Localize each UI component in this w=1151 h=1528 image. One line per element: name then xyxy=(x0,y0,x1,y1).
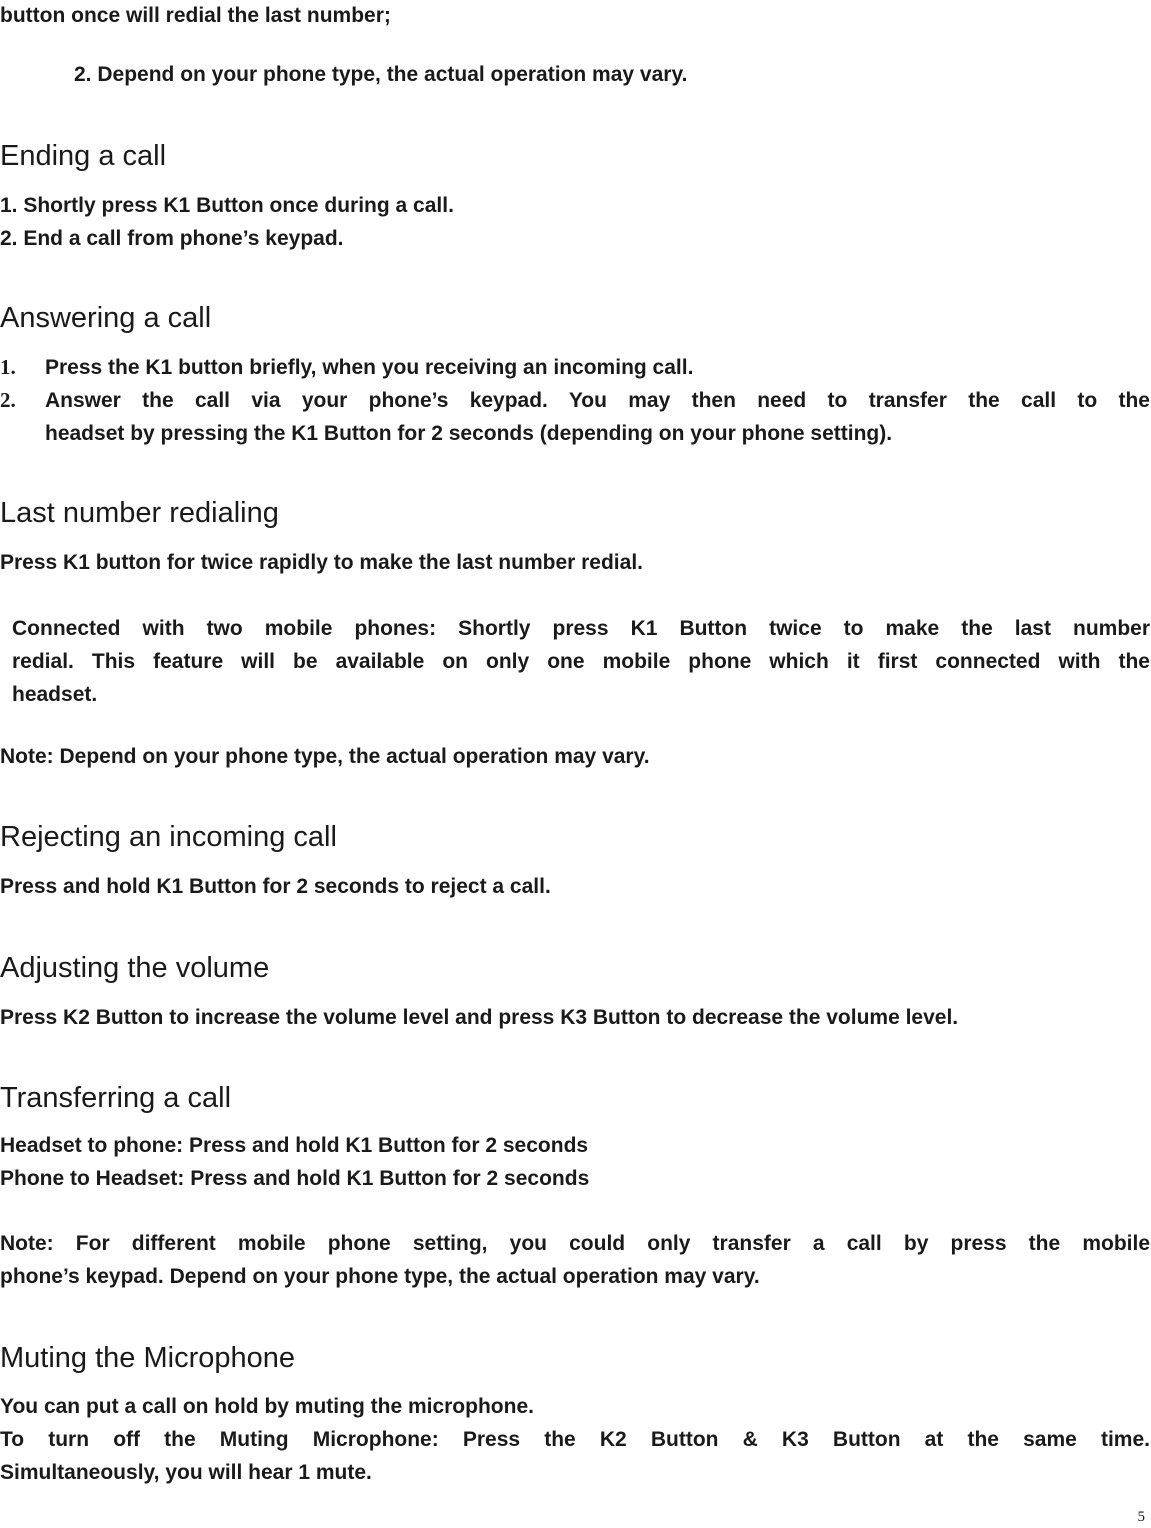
answering-step-2-line-1: Answer the call via your phone’s keypad. You may then need to transfer the call to the xyxy=(45,389,1150,412)
answering-step-2-line-2: headset by pressing the K1 Button for 2 seconds (depending on your phone setting). xyxy=(45,422,893,445)
heading-last-number-redialing: Last number redialing xyxy=(0,497,279,529)
heading-answering-a-call: Answering a call xyxy=(0,302,212,334)
connected-phones-line-1: Connected with two mobile phones: Shortly press K1 Button twice to make the last number xyxy=(12,617,1150,640)
muting-instruction-line-2: Simultaneously, you will hear 1 mute. xyxy=(0,1461,372,1484)
transfer-note-line-2: phone’s keypad. Depend on your phone type, the actual operation may vary. xyxy=(0,1265,760,1288)
depend-note-text: 2. Depend on your phone type, the actual operation may vary. xyxy=(74,63,688,86)
ending-step-2: 2. End a call from phone’s keypad. xyxy=(0,227,344,250)
heading-muting-the-microphone: Muting the Microphone xyxy=(0,1342,295,1374)
redialing-note: Note: Depend on your phone type, the actual operation may vary. xyxy=(0,745,650,768)
transfer-note-line-1: Note: For different mobile phone setting, you could only transfer a call by press the mobile xyxy=(0,1232,1150,1255)
muting-instruction-line-1: To turn off the Muting Microphone: Press the K2 Button & K3 Button at the same time. xyxy=(0,1428,1150,1451)
heading-adjusting-the-volume: Adjusting the volume xyxy=(0,952,270,984)
list-number-2: 2. xyxy=(0,388,16,412)
redial-continuation-text: button once will redial the last number; xyxy=(0,4,391,27)
muting-hold-info: You can put a call on hold by muting the microphone. xyxy=(0,1395,534,1418)
transfer-phone-to-headset: Phone to Headset: Press and hold K1 Button for 2 seconds xyxy=(0,1167,590,1190)
redialing-instruction: Press K1 button for twice rapidly to make the last number redial. xyxy=(0,551,643,574)
connected-phones-line-3: headset. xyxy=(12,683,98,706)
transfer-headset-to-phone: Headset to phone: Press and hold K1 Button for 2 seconds xyxy=(0,1134,589,1157)
list-number-1: 1. xyxy=(0,355,16,379)
answering-step-1: Press the K1 button briefly, when you receiving an incoming call. xyxy=(45,356,694,379)
heading-ending-a-call: Ending a call xyxy=(0,140,167,172)
rejecting-instruction: Press and hold K1 Button for 2 seconds to reject a call. xyxy=(0,875,551,898)
heading-rejecting-an-incoming-call: Rejecting an incoming call xyxy=(0,821,337,853)
ending-step-1: 1. Shortly press K1 Button once during a call. xyxy=(0,194,454,217)
connected-phones-line-2: redial. This feature will be available on only one mobile phone which it first connected with the xyxy=(12,650,1150,673)
volume-instruction: Press K2 Button to increase the volume level and press K3 Button to decrease the volume level. xyxy=(0,1006,959,1029)
heading-transferring-a-call: Transferring a call xyxy=(0,1082,232,1114)
page-number: 5 xyxy=(1137,1509,1145,1525)
